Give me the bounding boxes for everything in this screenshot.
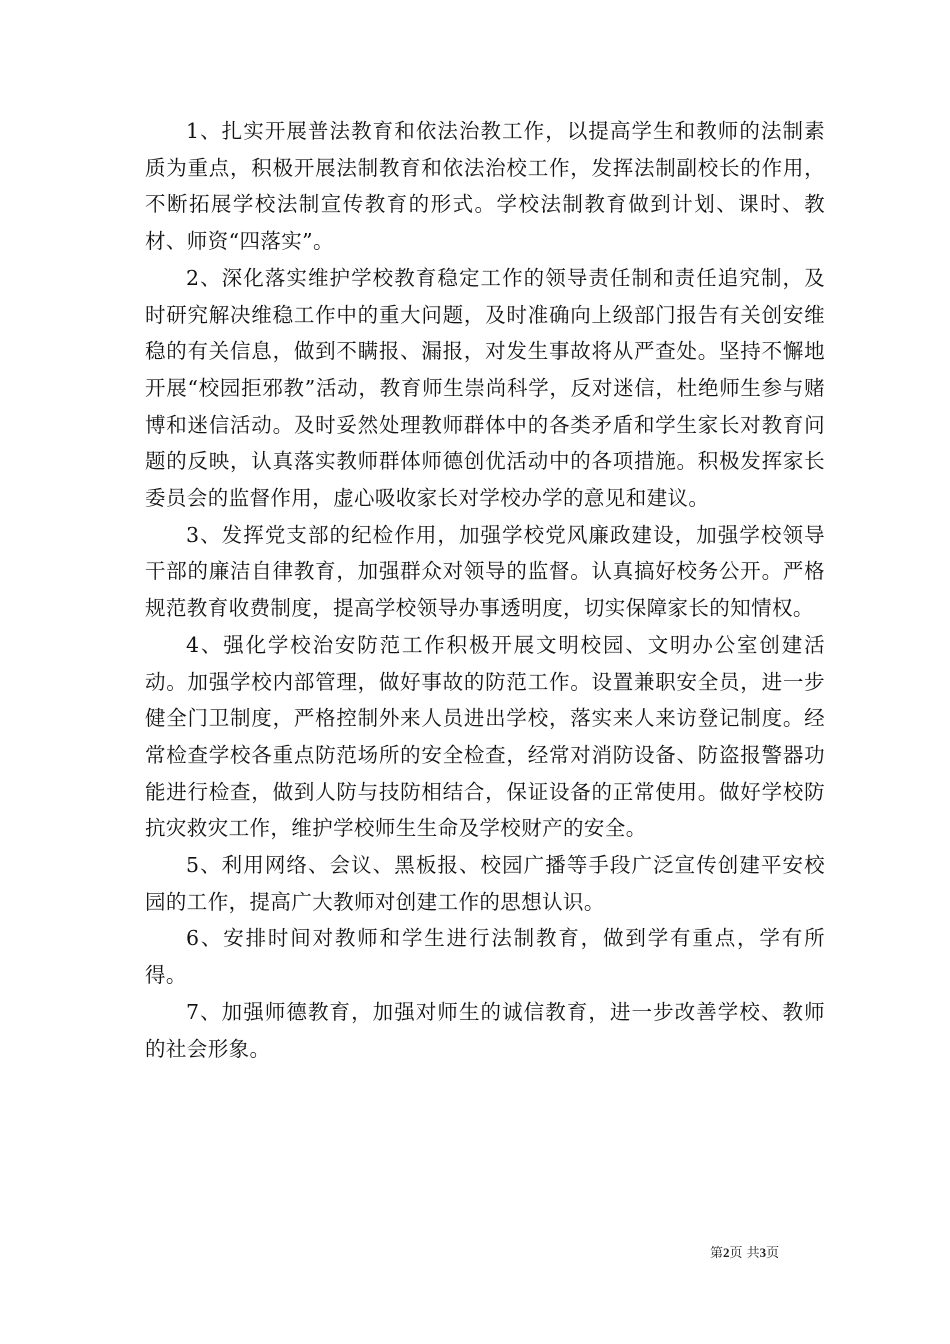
document-body (145, 113, 825, 1067)
paragraph-5: 5、利用网络、会议、黑板报、校园广播等手段广泛宣传创建平安校园的工作，提高广大教师对创建工作的思想认识。 (145, 853, 825, 914)
footer-prefix: 第 (710, 1246, 724, 1261)
footer-suffix: 页 (766, 1246, 780, 1261)
total-pages-number: 3 (759, 1245, 767, 1260)
paragraph-4: 4、强化学校治安防范工作积极开展文明校园、文明办公室创建活动。加强学校内部管理，做好事故的防范工作。设置兼职安全员，进一步健全门卫制度，严格控制外来人员进出学校，落实来人来访登记制度。经常检查学校各重点防范场所的安全检查，经常对消防设备、防盗报警器功能进行检查，做到人防与技防相结合，保证设备的正常使用。做好学校防抗灾救灾工作，维护学校师生生命及学校财产的安全。 (145, 632, 825, 841)
paragraph-1: 1、扎实开展普法教育和依法治教工作，以提高学生和教师的法制素质为重点，积极开展法制教育和依法治校工作，发挥法制副校长的作用，不断拓展学校法制宣传教育的形式。学校法制教育做到计划、课时、教材、师资“四落实”。 (145, 119, 825, 254)
paragraph-3: 3、发挥党支部的纪检作用，加强学校党风廉政建设，加强学校领导干部的廉洁自律教育，加强群众对领导的监督。认真搞好校务公开。严格规范教育收费制度，提高学校领导办事透明度，切实保障家长的知情权。 (145, 522, 825, 621)
paragraph-2: 2、深化落实维护学校教育稳定工作的领导责任制和责任追究制，及时研究解决维稳工作中的重大问题，及时准确向上级部门报告有关创安维稳的有关信息，做到不瞒报、漏报，对发生事故将从严查处。坚持不懈地开展“校园拒邪教”活动，教育师生崇尚科学，反对迷信，杜绝师生参与赌博和迷信活动。及时妥然处理教师群体中的各类矛盾和学生家长对教育问题的反映，认真落实教师群体师德创优活动中的各项措施。积极发挥家长委员会的监督作用，虚心吸收家长对学校办学的意见和建议。 (145, 265, 825, 511)
paragraph-6: 6、安排时间对教师和学生进行法制教育，做到学有重点，学有所得。 (145, 926, 825, 988)
current-page-number: 2 (723, 1245, 730, 1260)
footer-middle: 页 共 (729, 1246, 760, 1261)
paragraph-7: 7、加强师德教育，加强对师生的诚信教育，进一步改善学校、教师的社会形象。 (145, 999, 825, 1061)
page-footer (710, 1244, 779, 1263)
